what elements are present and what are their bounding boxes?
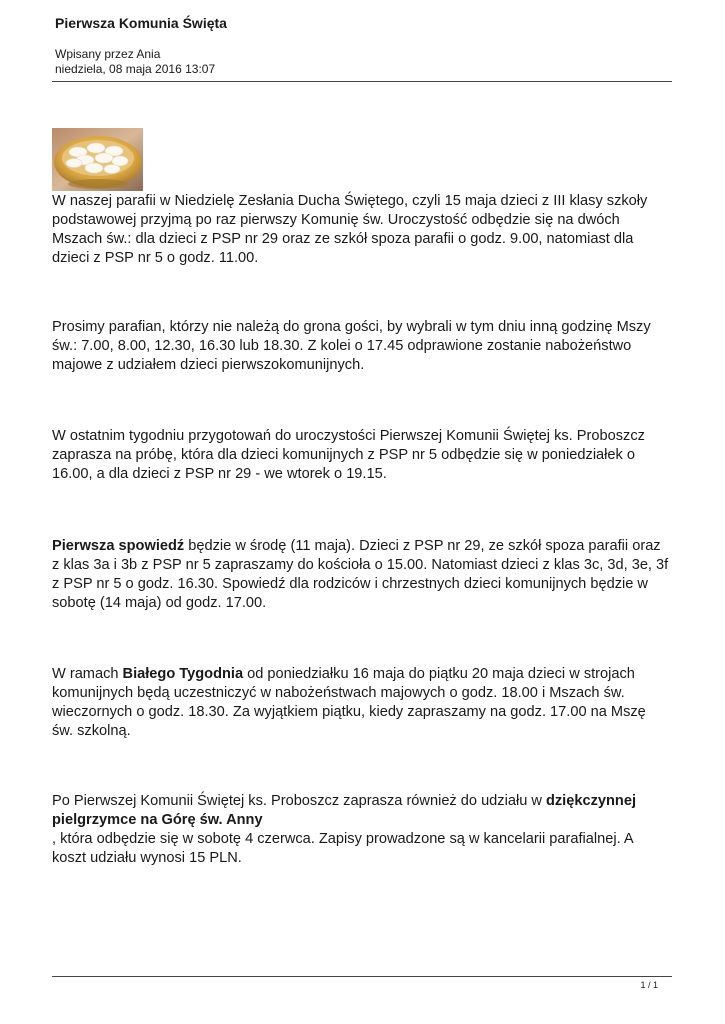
header-divider [52,81,672,82]
footer-divider [52,976,672,977]
page-number: 1 / 1 [640,980,658,990]
bold-phrase: Białego Tygodnia [122,666,244,682]
paragraph-white-week: W ramach Białego Tygodnia od poniedziałku 16 maja do piątku 20 maja dzieci w strojach komunijnych będą uczestniczyć w nabożeństwach majowych o godz. 18.00 i Mszach św. wieczornych o godz. 18.30. Za wyjątkiem piątku, kiedy zapraszamy na godz. 17.00 na Mszę św. szkolną. [52,666,646,739]
date-line: niedziela, 08 maja 2016 13:07 [55,62,216,76]
paragraph-first-confession: Pierwsza spowiedź będzie w środę (11 maja). Dzieci z PSP nr 29, ze szkół spoza parafii oraz z klas 3a i 3b z PSP nr 5 zapraszamy do kościoła o 15.00. Natomiast dzieci z klas 3c, 3d, 3e, 3f z PSP nr 5 o godz. 16.30. Spowiedź dla rodziców i chrzestnych dzieci komunijnych będzie w sobotę (14 maja) od godz. 17.00. [52,538,669,611]
article-title: Pierwsza Komunia Święta [55,15,227,31]
paragraph-pilgrimage: Po Pierwszej Komunii Świętej ks. Proboszcz zaprasza również do udziału w dziękczynnej pielgrzymce na Górę św. Anny , która odbędzie się w sobotę 4 czerwca. Zapisy prowadzone są w kancelarii parafialnej. A koszt udziału wynosi 15 PLN. [52,793,636,866]
communion-hosts-bowl-icon [52,128,143,191]
author-line: Wpisany przez Ania [55,47,161,61]
communion-hosts-bowl-photo [52,128,143,191]
paragraph-mass-times: Prosimy parafian, którzy nie należą do grona gości, by wybrali w tym dniu inną godzinę Mszy św.: 7.00, 8.00, 12.30, 16.30 lub 18.30. Z kolei o 17.45 odprawione zostanie nabożeństwo majowe z udziałem dzieci pierwszokomunijnych. [52,319,651,373]
paragraph-first-communion: W naszej parafii w Niedzielę Zesłania Ducha Świętego, czyli 15 maja dzieci z III klasy szkoły podstawowej przyjmą po raz pierwszy Komunię św. Uroczystość odbędzie się na dwóch Mszach św.: dla dzieci z PSP nr 29 oraz ze szkół spoza parafii o godz. 9.00, natomiast dla dzieci z PSP nr 5 o godz. 11.00. [52,193,648,266]
article-meta [55,47,215,77]
bold-phrase: pielgrzymce na Górę św. Anny [52,812,263,828]
bold-phrase: Pierwsza spowiedź [52,538,185,554]
paragraph-rehearsal: W ostatnim tygodniu przygotowań do uroczystości Pierwszej Komunii Świętej ks. Proboszcz zaprasza na próbę, która dla dzieci komunijnych z PSP nr 5 odbędzie się w poniedziałek o 16.00, a dla dzieci z PSP nr 29 - we wtorek o 19.15. [52,428,645,482]
bold-phrase: dziękczynnej [545,793,636,809]
